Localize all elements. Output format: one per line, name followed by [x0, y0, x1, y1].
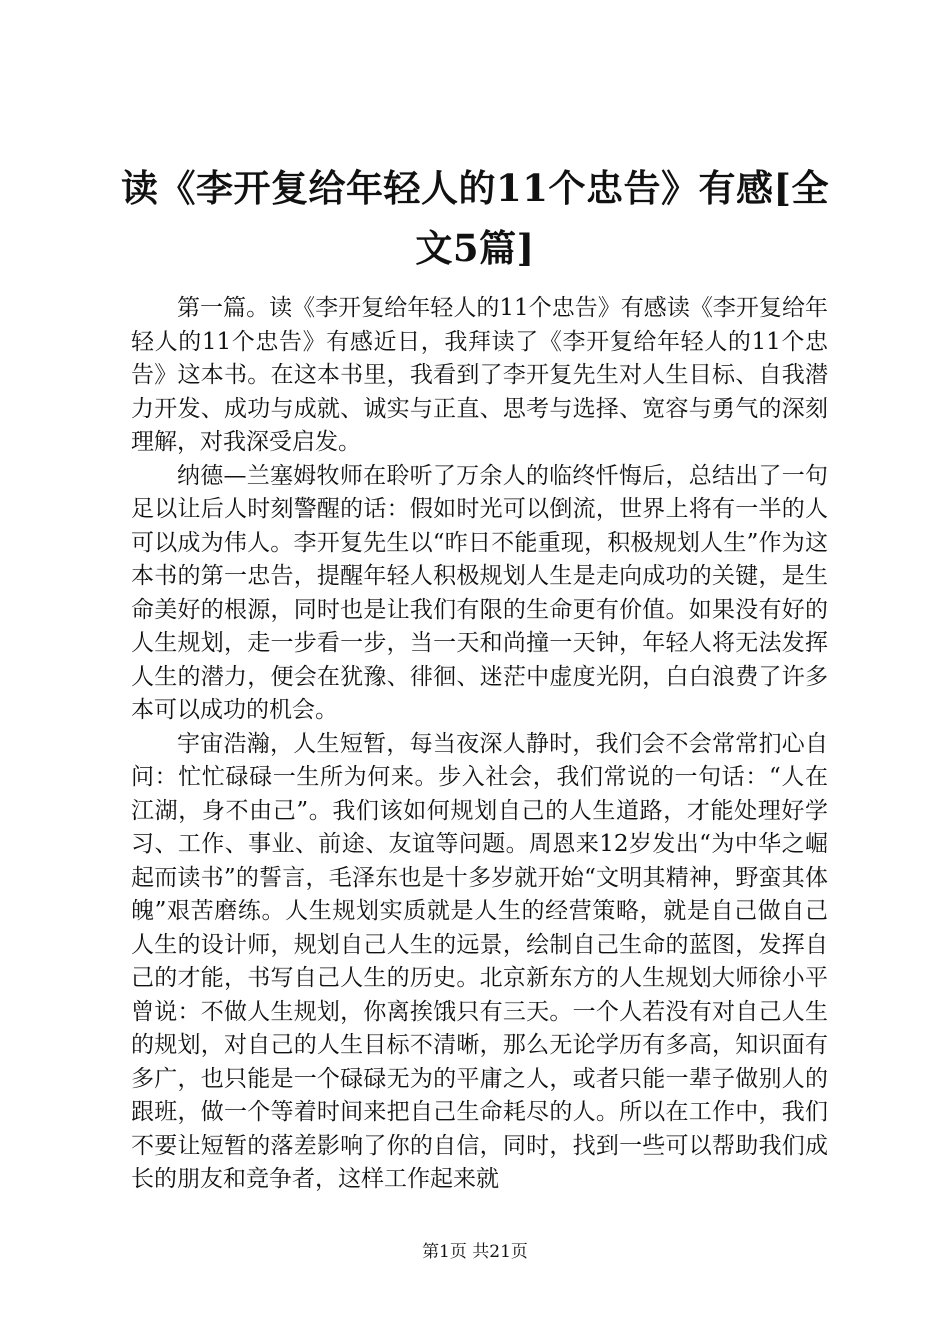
body-paragraph-3: 宇宙浩瀚，人生短暂，每当夜深人静时，我们会不会常常扪心自问：忙忙碌碌一生所为何来。步入社会，我们常说的一句话：“人在江湖，身不由己”。我们该如何规划自己的人生道路，才能处理好学习、工作、事业、前途、友谊等问题。周恩来12岁发出“为中华之崛起而读书”的誓言，毛泽东也是十多岁就开始“文明其精神，野蛮其体魄”艰苦磨练。人生规划实质就是人生的经营策略，就是自己做自己人生的设计师，规划自己人生的远景，绘制自己生命的蓝图，发挥自己的才能，书写自己人生的历史。北京新东方的人生规划大师徐小平曾说：不做人生规划，你离挨饿只有三天。一个人若没有对自己人生的规划，对自己的人生目标不清晰，那么无论学历有多高，知识面有多广，也只能是一个碌碌无为的平庸之人，或者只能一辈子做别人的跟班，做一个等着时间来把自己生命耗尽的人。所以在工作中，我们不要让短暂的落差影响了你的自信，同时，找到一些可以帮助我们成长的朋友和竞争者，这样工作起来就 [131, 730, 828, 1192]
body-paragraph-1: 第一篇。读《李开复给年轻人的11个忠告》有感读《李开复给年轻人的11个忠告》有感近日，我拜读了《李开复给年轻人的11个忠告》这本书。在这本书里，我看到了李开复先生对人生目标、自我潜力开发、成功与成就、诚实与正直、思考与选择、宽容与勇气的深刻理解，对我深受启发。 [131, 295, 828, 455]
page-number-footer: 第1页 共21页 [422, 1242, 528, 1262]
document-title: 读《李开复给年轻人的11个忠告》有感[全文5篇] [121, 166, 829, 270]
body-paragraph-2: 纳德—兰塞姆牧师在聆听了万余人的临终忏悔后，总结出了一句足以让后人时刻警醒的话：假如时光可以倒流，世界上将有一半的人可以成为伟人。李开复先生以“昨日不能重现，积极规划人生”作为这本书的第一忠告，提醒年轻人积极规划人生是走向成功的关键，是生命美好的根源，同时也是让我们有限的生命更有价值。如果没有好的人生规划，走一步看一步，当一天和尚撞一天钟，年轻人将无法发挥人生的潜力，便会在犹豫、徘徊、迷茫中虚度光阴，白白浪费了许多本可以成功的机会。 [131, 462, 828, 723]
document-body [131, 292, 828, 1197]
